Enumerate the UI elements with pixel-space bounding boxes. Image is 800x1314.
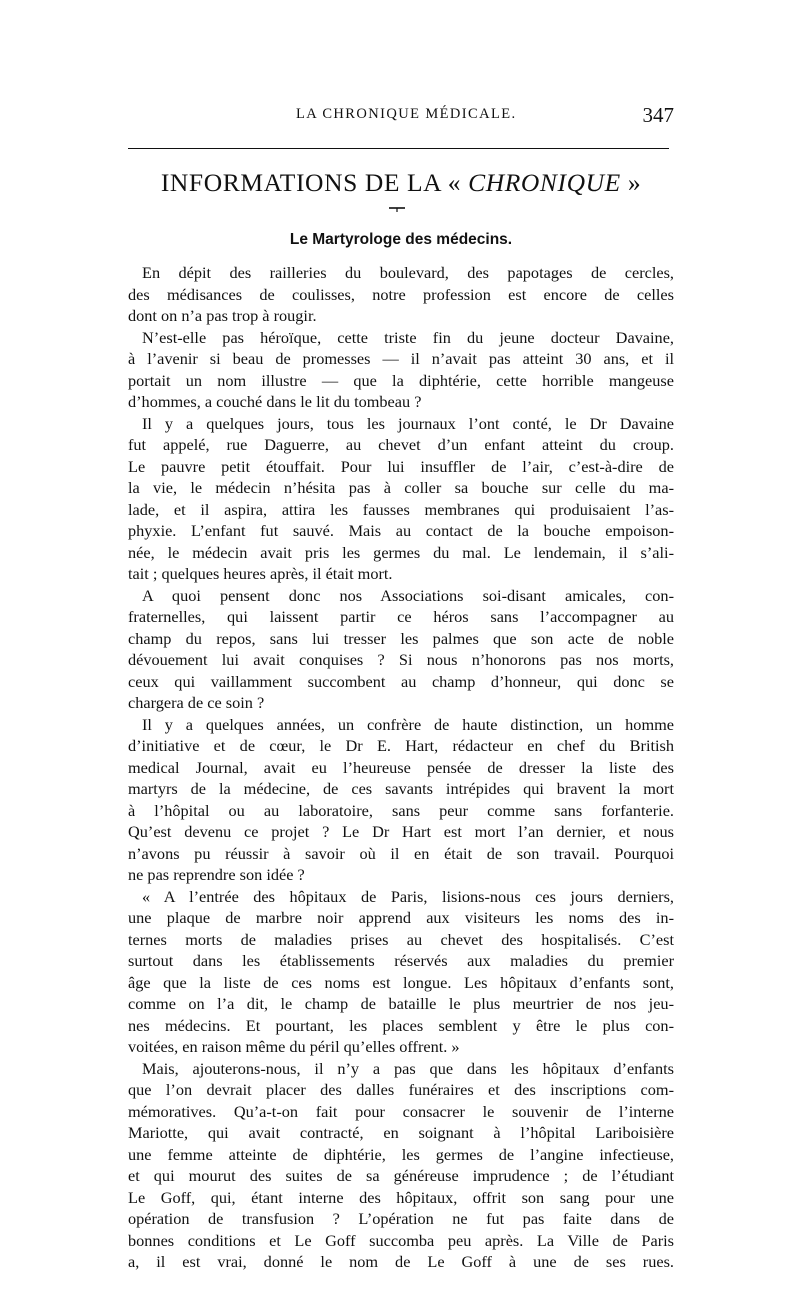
text-line: d’hommes, a couché dans le lit du tombeau ? (128, 392, 422, 411)
text-line: chargera de ce soin ? (128, 693, 265, 712)
text-line: N’est-elle pas héroïque, cette triste fin du jeune docteur Davaine, (142, 327, 674, 347)
text-line: medical Journal, avait eu l’heureuse pensée de dresser la liste des (128, 757, 674, 777)
text-line: comme on l’a dit, le champ de bataille le plus meurtrier de nos jeu- (128, 994, 674, 1013)
text-line: Le pauvre petit étouffait. Pour lui insuffler de l’air, c’est-à-dire de (128, 456, 674, 476)
text-line: phyxie. L’enfant fut sauvé. Mais au contact de la bouche empoison- (128, 521, 674, 540)
text-line: nes médecins. Et pourtant, les places semblent y être le plus con- (128, 1015, 674, 1035)
text-line: opération de transfusion ? L’opération ne fut pas faite dans de (128, 1209, 674, 1228)
text-line: En dépit des railleries du boulevard, des papotages de cercles, (142, 263, 674, 282)
text-line: des médisances de coulisses, notre profession est encore de celles (128, 284, 674, 304)
text-line: une plaque de marbre noir apprend aux visiteurs les noms des in- (128, 908, 674, 927)
text-line: la vie, le médecin n’hésita pas à coller sa bouche sur celle du ma- (128, 478, 674, 497)
header-rule (128, 148, 669, 149)
text-line: bonnes conditions et Le Goff succomba peu après. La Ville de Paris (128, 1230, 674, 1250)
text-line: Il y a quelques années, un confrère de haute distinction, un homme (142, 714, 674, 734)
text-line: à l’avenir si beau de promesses — il n’avait pas atteint 30 ans, et il (128, 349, 674, 368)
text-line: voitées, en raison même du péril qu’elles offrent. » (128, 1037, 460, 1056)
text-line: âge que la liste de ces noms est longue. Les hôpitaux d’enfants sont, (128, 972, 674, 992)
section-title (128, 168, 674, 198)
text-line: martyrs de la médecine, de ces savants intrépides qui bravent la mort (128, 779, 674, 798)
page-number: 347 (642, 103, 674, 127)
article-heading: Le Martyrologe des médecins. (289, 231, 513, 248)
article-body (128, 262, 674, 1273)
text-line: n’avons pu réussir à savoir où il en était de son travail. Pourquoi (128, 843, 674, 863)
text-line: une femme atteinte de diphtérie, les germes de l’angine infectieuse, (128, 1144, 674, 1164)
text-line: Le Goff, qui, étant interne des hôpitaux, offrit son sang pour une (128, 1187, 674, 1207)
text-line: Mais, ajouterons-nous, il n’y a pas que dans les hôpitaux d’enfants (142, 1058, 674, 1078)
text-line: fraternelles, qui laissent partir ce héros sans l’accompagner au (128, 607, 674, 626)
text-line: dévouement lui avait conquises ? Si nous n’honorons pas nos morts, (128, 650, 674, 669)
running-title: LA CHRONIQUE MÉDICALE. (296, 106, 517, 122)
text-line: surtout dans les établissements réservés aux maladies du premier (128, 951, 674, 970)
section-title-close: » (620, 168, 642, 197)
text-line: Il y a quelques jours, tous les journaux l’ont conté, le Dr Davaine (142, 413, 674, 433)
text-line: ne pas reprendre son idée ? (128, 865, 305, 884)
text-line: dont on n’a pas trop à rougir. (128, 306, 317, 325)
text-line: a, il est vrai, donné le nom de Le Goff à une de ses rues. (128, 1252, 674, 1271)
text-line: d’initiative et de cœur, le Dr E. Hart, rédacteur en chef du British (128, 736, 674, 755)
text-line: née, le médecin avait pris les germes du mal. Le lendemain, il s’ali- (128, 542, 674, 562)
ornament-dash (388, 205, 406, 213)
text-line: « A l’entrée des hôpitaux de Paris, lisions-nous ces jours derniers, (142, 886, 674, 906)
section-title-text: INFORMATIONS DE LA « (160, 168, 469, 197)
text-line: que l’on devrait placer des dalles funéraires et des inscriptions com- (128, 1080, 674, 1099)
text-line: lade, et il aspira, attira les fausses membranes qui produisaient l’as- (128, 499, 674, 519)
running-head (128, 103, 674, 130)
section-title-italic: CHRONIQUE (468, 168, 621, 197)
text-line: champ du repos, sans lui tresser les palmes que son acte de noble (128, 628, 674, 648)
text-line: fut appelé, rue Daguerre, au chevet d’un enfant atteint du croup. (128, 435, 674, 454)
text-line: ceux qui vaillamment succombent au champ d’honneur, qui donc se (128, 671, 674, 691)
text-line: Mariotte, qui avait contracté, en soignant à l’hôpital Lariboisière (128, 1123, 674, 1142)
text-line: A quoi pensent donc nos Associations soi-disant amicales, con- (142, 585, 674, 605)
text-line: ternes morts de maladies prises au chevet des hospitalisés. C’est (128, 929, 674, 949)
text-line: à l’hôpital ou au laboratoire, sans peur comme sans forfanterie. (128, 800, 674, 820)
text-line: et qui mourut des suites de sa généreuse imprudence ; de l’étudiant (128, 1166, 674, 1185)
text-line: portait un nom illustre — que la diphtérie, cette horrible mangeuse (128, 370, 674, 390)
text-line: Qu’est devenu ce projet ? Le Dr Hart est mort l’an dernier, et nous (128, 822, 674, 841)
text-line: tait ; quelques heures après, il était mort. (128, 564, 393, 583)
text-line: mémoratives. Qu’a-t-on fait pour consacrer le souvenir de l’interne (128, 1101, 674, 1121)
